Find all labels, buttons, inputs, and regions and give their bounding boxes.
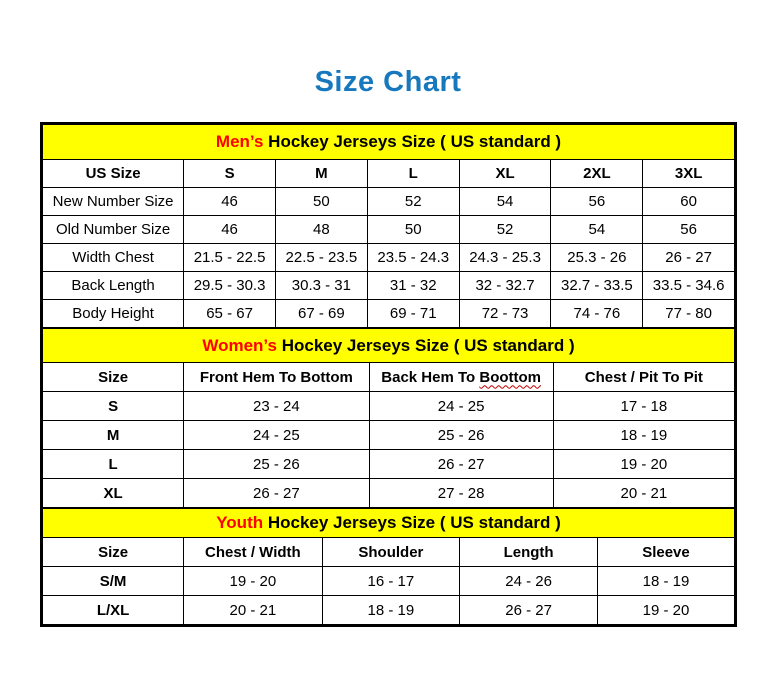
womens-band-highlight: Women’s	[202, 335, 277, 355]
youth-header-row	[43, 538, 735, 567]
column-header: Back Hem To Boottom	[369, 363, 553, 392]
size-value-cell: 33.5 - 34.6	[643, 272, 735, 300]
size-value-cell: 69 - 71	[367, 300, 459, 328]
size-value-cell: 48	[275, 216, 367, 244]
size-value-cell: 18 - 19	[322, 596, 460, 625]
size-value-cell: 67 - 69	[275, 300, 367, 328]
size-value-cell: 52	[459, 216, 551, 244]
size-value-cell: 26 - 27	[460, 596, 598, 625]
size-value-cell: 24 - 26	[460, 567, 598, 596]
table-row	[43, 216, 735, 244]
size-value-cell: 30.3 - 31	[275, 272, 367, 300]
size-value-cell: 24.3 - 25.3	[459, 244, 551, 272]
row-label: L/XL	[43, 596, 184, 625]
size-value-cell: 25 - 26	[369, 421, 553, 450]
size-value-cell: 19 - 20	[184, 567, 322, 596]
size-value-cell: 60	[643, 188, 735, 216]
youth-band-row	[43, 509, 735, 538]
size-value-cell: 21.5 - 22.5	[184, 244, 276, 272]
table-row	[43, 479, 735, 508]
size-value-cell: 50	[367, 216, 459, 244]
size-value-cell: 52	[367, 188, 459, 216]
size-value-cell: 46	[184, 216, 276, 244]
row-label: S/M	[43, 567, 184, 596]
youth-size-table	[42, 508, 735, 625]
size-value-cell: 32 - 32.7	[459, 272, 551, 300]
page-title: Size Chart	[314, 66, 462, 98]
column-header: Front Hem To Bottom	[184, 363, 369, 392]
size-value-cell: 50	[275, 188, 367, 216]
column-header: Chest / Pit To Pit	[553, 363, 734, 392]
column-header: Size	[43, 363, 184, 392]
table-row	[43, 244, 735, 272]
size-value-cell: 56	[551, 188, 643, 216]
table-row	[43, 392, 735, 421]
table-row	[43, 596, 735, 625]
column-header: M	[275, 160, 367, 188]
size-value-cell: 18 - 19	[553, 421, 734, 450]
column-header: Length	[460, 538, 598, 567]
table-row	[43, 421, 735, 450]
row-label: M	[43, 421, 184, 450]
mens-band-title: Men’s Hockey Jerseys Size ( US standard )	[43, 125, 735, 160]
size-value-cell: 72 - 73	[459, 300, 551, 328]
size-value-cell: 23.5 - 24.3	[367, 244, 459, 272]
row-label: Body Height	[43, 300, 184, 328]
size-value-cell: 25.3 - 26	[551, 244, 643, 272]
column-header: Size	[43, 538, 184, 567]
womens-size-table	[42, 328, 735, 508]
column-header: S	[184, 160, 276, 188]
table-row	[43, 567, 735, 596]
size-value-cell: 31 - 32	[367, 272, 459, 300]
row-label: S	[43, 392, 184, 421]
womens-band-title: Women’s Hockey Jerseys Size ( US standard )	[43, 329, 735, 363]
size-value-cell: 32.7 - 33.5	[551, 272, 643, 300]
row-label: Width Chest	[43, 244, 184, 272]
youth-band-title: Youth Hockey Jerseys Size ( US standard )	[43, 509, 735, 538]
size-value-cell: 65 - 67	[184, 300, 276, 328]
row-label: New Number Size	[43, 188, 184, 216]
size-value-cell: 54	[551, 216, 643, 244]
size-value-cell: 24 - 25	[369, 392, 553, 421]
size-value-cell: 26 - 27	[184, 479, 369, 508]
size-value-cell: 22.5 - 23.5	[275, 244, 367, 272]
size-value-cell: 54	[459, 188, 551, 216]
youth-band-highlight: Youth	[216, 513, 264, 532]
column-header: 3XL	[643, 160, 735, 188]
table-row	[43, 272, 735, 300]
row-label: Back Length	[43, 272, 184, 300]
size-value-cell: 77 - 80	[643, 300, 735, 328]
size-value-cell: 19 - 20	[597, 596, 734, 625]
size-value-cell: 25 - 26	[184, 450, 369, 479]
row-label: L	[43, 450, 184, 479]
mens-size-table	[42, 124, 735, 328]
column-header: L	[367, 160, 459, 188]
size-value-cell: 20 - 21	[553, 479, 734, 508]
table-row	[43, 188, 735, 216]
row-label: XL	[43, 479, 184, 508]
column-header: XL	[459, 160, 551, 188]
column-header: Chest / Width	[184, 538, 322, 567]
size-value-cell: 56	[643, 216, 735, 244]
size-value-cell: 46	[184, 188, 276, 216]
size-value-cell: 27 - 28	[369, 479, 553, 508]
size-value-cell: 18 - 19	[597, 567, 734, 596]
column-header: US Size	[43, 160, 184, 188]
column-header: 2XL	[551, 160, 643, 188]
size-value-cell: 29.5 - 30.3	[184, 272, 276, 300]
misspelled-word: Boottom	[479, 368, 542, 386]
size-value-cell: 23 - 24	[184, 392, 369, 421]
size-value-cell: 16 - 17	[322, 567, 460, 596]
column-header: Sleeve	[597, 538, 734, 567]
size-value-cell: 26 - 27	[369, 450, 553, 479]
mens-band-row	[43, 125, 735, 160]
womens-header-row	[43, 363, 735, 392]
size-value-cell: 20 - 21	[184, 596, 322, 625]
mens-header-row	[43, 160, 735, 188]
womens-band-row	[43, 329, 735, 363]
size-value-cell: 26 - 27	[643, 244, 735, 272]
size-tables	[40, 122, 737, 627]
size-value-cell: 17 - 18	[553, 392, 734, 421]
table-row	[43, 300, 735, 328]
table-row	[43, 450, 735, 479]
column-header: Shoulder	[322, 538, 460, 567]
size-value-cell: 24 - 25	[184, 421, 369, 450]
mens-band-highlight: Men’s	[215, 132, 264, 151]
row-label: Old Number Size	[43, 216, 184, 244]
size-value-cell: 19 - 20	[553, 450, 734, 479]
size-value-cell: 74 - 76	[551, 300, 643, 328]
